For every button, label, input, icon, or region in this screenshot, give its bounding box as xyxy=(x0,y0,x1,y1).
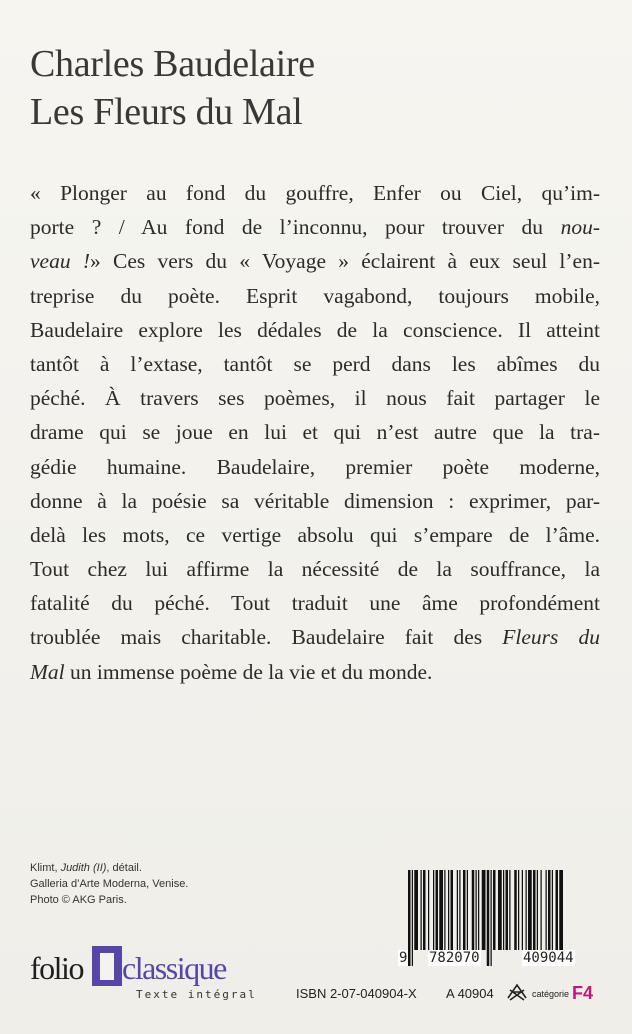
blurb-line: veau !» Ces vers du « Voyage » éclairent à eux seul l’en- xyxy=(30,249,601,274)
book-title: Les Fleurs du Mal xyxy=(30,91,303,133)
gallimard-emblem-icon xyxy=(506,982,528,1005)
barcode-bar xyxy=(522,870,523,950)
barcode-bar xyxy=(556,870,559,950)
barcode-bar xyxy=(423,870,426,950)
barcode-bar xyxy=(518,870,519,950)
blurb-line: « Plonger au fond du gouffre, Enfer ou Ciel, qu’im- xyxy=(30,181,600,205)
author-name: Charles Baudelaire xyxy=(30,43,315,85)
barcode-bar xyxy=(412,870,413,966)
ean-right-group: 409044 xyxy=(523,950,574,966)
barcode-bar xyxy=(439,870,443,950)
ean-first-digit: 9 xyxy=(399,950,408,966)
barcode-bar xyxy=(537,870,538,950)
blurb-line: treprise du poète. Esprit vagabond, toujours mobile, xyxy=(30,283,600,308)
credit-line-artwork xyxy=(30,860,188,876)
barcode-bar xyxy=(541,870,542,950)
blurb-line: Mal un immense poème de la vie et du monde. xyxy=(30,659,433,684)
barcode-bar xyxy=(506,870,509,950)
barcode-bar xyxy=(493,870,496,950)
blurb-italic: Mal xyxy=(30,659,65,684)
barcode-bar xyxy=(526,870,527,950)
barcode-bar xyxy=(433,870,434,950)
isbn-number: ISBN 2-07-040904-X xyxy=(296,986,417,1001)
barcode-bar xyxy=(414,870,418,950)
credit-line-museum: Galleria d’Arte Moderna, Venise. xyxy=(30,878,189,890)
barcode-bar xyxy=(528,870,532,950)
blurb-line: gédie humaine. Baudelaire, premier poète moderne, xyxy=(30,454,600,479)
blurb-line: tantôt à l’extase, tantôt se perd dans les abîmes du xyxy=(30,351,600,376)
barcode-bar xyxy=(459,870,460,950)
logo-subtitle: Texte intégral xyxy=(136,988,257,1001)
blurb-line: troublée mais charitable. Baudelaire fait des Fleurs du xyxy=(30,625,600,650)
barcode-bar xyxy=(451,870,454,950)
blurb-line: delà les mots, ce vertige absolu qui s’empare de l’âme. xyxy=(30,522,600,547)
blurb-italic: nou- xyxy=(560,215,600,240)
barcode-bar xyxy=(436,870,439,950)
blurb-text xyxy=(30,176,600,689)
credit-line-photo: Photo © AKG Paris. xyxy=(30,894,127,906)
barcode-bar xyxy=(472,870,475,950)
blurb-italic: Fleurs du xyxy=(502,625,600,650)
barcode-bar xyxy=(498,870,502,950)
blurb-line: drame qui se joue en lui et qui n’est autre que la tra- xyxy=(30,420,600,445)
logo-classique-text: classique xyxy=(122,950,226,986)
ean-left-group: 782070 xyxy=(429,950,480,966)
credit-artwork-title: Judith (II) xyxy=(60,862,107,874)
barcode-bar xyxy=(478,870,479,950)
folio-classique-logo xyxy=(30,944,270,1004)
barcode-bar xyxy=(514,870,517,950)
blurb-line: porte ? / Au fond de l’inconnu, pour trouver du nou- xyxy=(30,215,600,240)
barcode-bar xyxy=(428,870,429,950)
blurb-line: Tout chez lui affirme la nécessité de la souffrance, la xyxy=(30,557,600,582)
blurb-line: donne à la poésie sa véritable dimension : exprimer, par- xyxy=(30,488,600,513)
barcode-bar xyxy=(509,870,510,950)
blurb-italic: veau ! xyxy=(30,249,90,274)
barcode-bar xyxy=(548,870,551,950)
barcode-bar xyxy=(467,870,468,950)
credit-artist: Klimt, xyxy=(30,862,61,874)
barcode-bar xyxy=(476,870,477,950)
publisher-code: A 40904 xyxy=(446,986,494,1001)
barcode-bar xyxy=(546,870,547,950)
logo-square-icon xyxy=(92,946,122,986)
barcode-bar xyxy=(448,870,449,950)
title-block xyxy=(30,40,315,136)
barcode-bar xyxy=(533,870,536,950)
category-value: F4 xyxy=(572,983,594,1003)
barcode-bar xyxy=(444,870,445,950)
barcode-bar xyxy=(463,870,466,950)
barcode-bar xyxy=(487,870,490,966)
barcode-bar xyxy=(552,870,553,950)
blurb-line: fatalité du péché. Tout traduit une âme profondément xyxy=(30,591,600,616)
barcode-bar xyxy=(503,870,504,950)
barcode-bar xyxy=(491,870,492,966)
category-label: catégorie xyxy=(532,989,570,999)
logo-folio-text: folio xyxy=(30,950,83,986)
image-credits xyxy=(30,860,188,908)
blurb-line: péché. À travers ses poèmes, il nous fait partager le xyxy=(30,386,600,411)
barcode-bar xyxy=(482,870,486,950)
barcode-bar xyxy=(457,870,458,950)
credit-detail: , détail. xyxy=(106,862,142,874)
barcode-bar xyxy=(421,870,422,950)
blurb-line: Baudelaire explore les dédales de la conscience. Il atteint xyxy=(30,317,600,342)
